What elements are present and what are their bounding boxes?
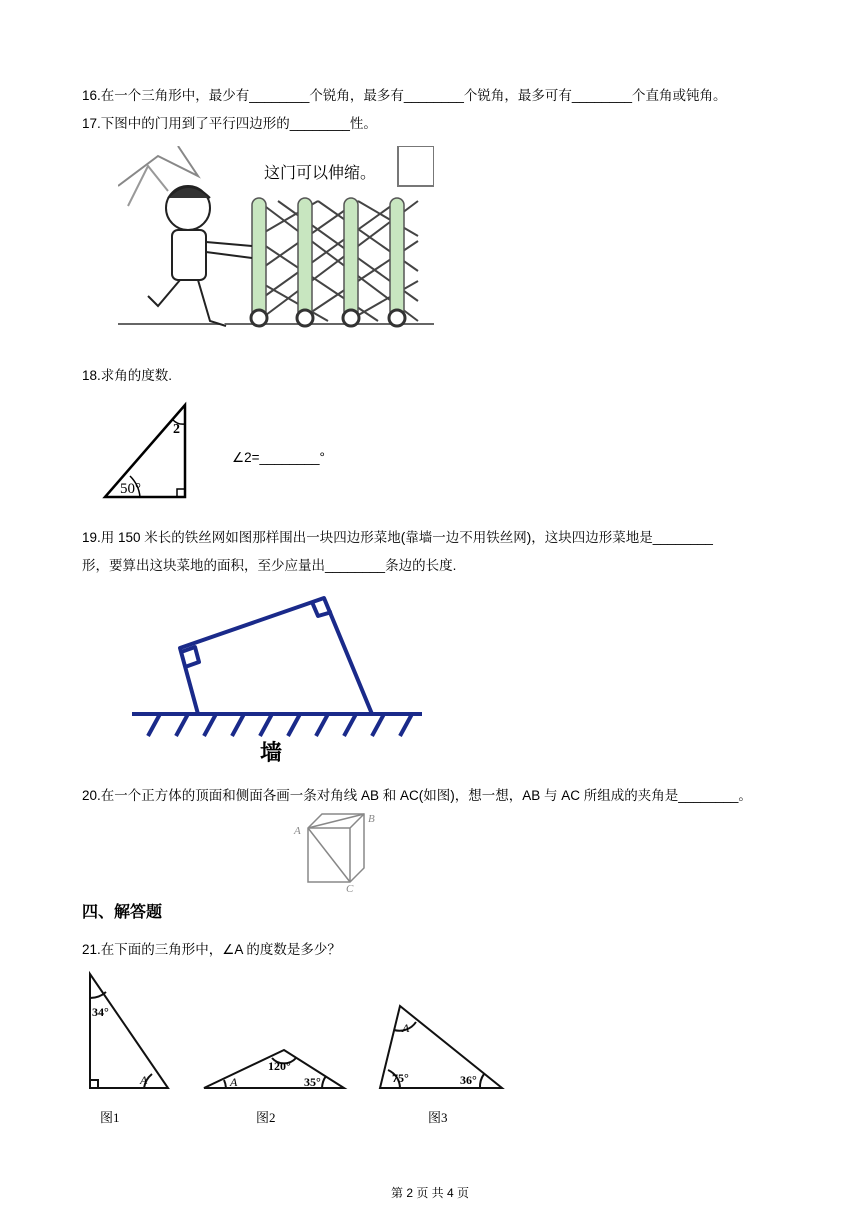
question-18: 18.求角的度数. bbox=[82, 368, 173, 383]
right-triangle-figure bbox=[100, 400, 200, 502]
question-19-line-2: 形，要算出这块菜地的面积，至少应量出________条边的长度. bbox=[82, 558, 457, 573]
three-triangles-figure bbox=[82, 970, 506, 1130]
question-19-line-1: 19.用 150 米长的铁丝网如图那样围出一块四边形菜地(靠墙一边不用铁丝网)，这块四边形菜地是________ bbox=[82, 530, 713, 545]
fig2-angle-a: A bbox=[230, 1075, 238, 1089]
angle-2-answer: ∠2=________° bbox=[232, 450, 325, 465]
fig3-angle-75: 75° bbox=[392, 1071, 409, 1085]
fig2-caption: 图2 bbox=[256, 1110, 276, 1125]
fig1-angle-a: A bbox=[140, 1073, 148, 1087]
fig2-angle-120: 120° bbox=[268, 1059, 291, 1073]
angle-2-mark: 2 bbox=[173, 422, 180, 437]
fig1-caption: 图1 bbox=[100, 1110, 120, 1125]
fig1-angle-34: 34° bbox=[92, 1005, 109, 1019]
fig2-angle-35: 35° bbox=[304, 1075, 321, 1089]
question-16: 16.在一个三角形中，最少有________个锐角，最多有________个锐角，最多可有________个直角或钝角。 bbox=[82, 88, 727, 103]
cube-label-c: C bbox=[346, 883, 354, 892]
cube-label-b: B bbox=[368, 813, 375, 825]
cube-label-a: A bbox=[294, 825, 301, 837]
wall-label: 墙 bbox=[260, 740, 283, 765]
fig3-angle-a: A bbox=[402, 1021, 410, 1035]
question-21: 21.在下面的三角形中，∠A 的度数是多少？ bbox=[82, 942, 341, 957]
angle-50-label: 50° bbox=[120, 481, 141, 497]
page-footer: 第 2 页 共 4 页 bbox=[390, 1186, 470, 1200]
expandable-gate-figure bbox=[118, 146, 434, 354]
section-4-heading: 四、解答题 bbox=[82, 904, 163, 921]
fig3-caption: 图3 bbox=[428, 1110, 448, 1125]
question-20: 20.在一个正方体的顶面和侧面各画一条对角线 AB 和 AC(如图)，想一想，AB 与 AC 所组成的夹角是________。 bbox=[82, 788, 752, 803]
trapezoid-garden-figure bbox=[132, 590, 422, 768]
question-17: 17.下图中的门用到了平行四边形的________性。 bbox=[82, 116, 377, 131]
gate-speech-text: 这门可以伸缩。 bbox=[264, 165, 377, 182]
fig3-angle-36: 36° bbox=[460, 1073, 477, 1087]
cube-diagonals-figure bbox=[290, 810, 380, 892]
